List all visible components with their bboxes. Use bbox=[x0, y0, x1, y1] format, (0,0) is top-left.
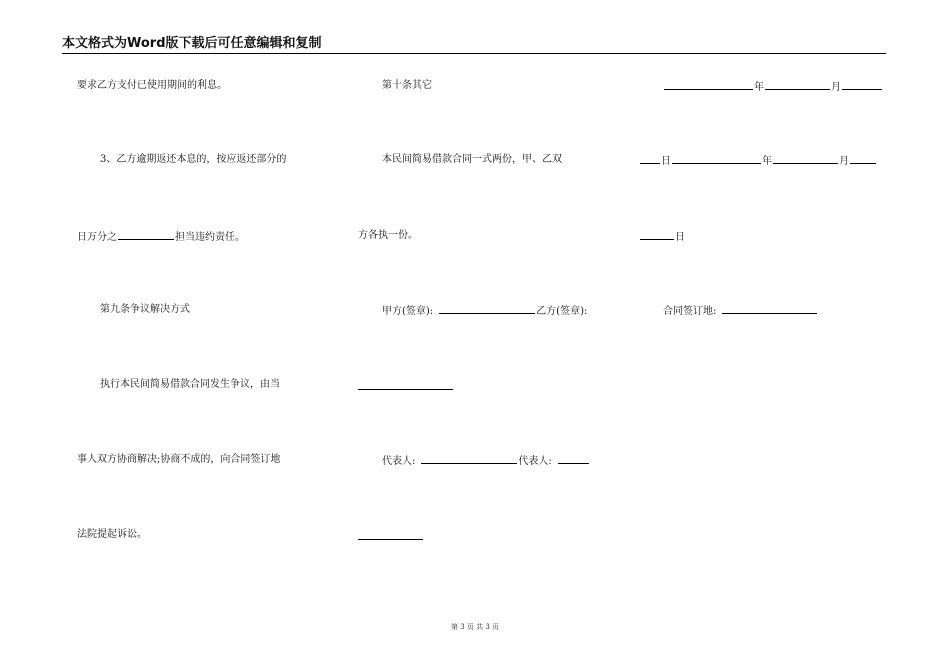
text-court-clause: 法院提起诉讼。 bbox=[77, 529, 147, 540]
penalty-rate-suffix: 担当违约责任。 bbox=[175, 232, 245, 243]
rep-a-blank[interactable] bbox=[421, 454, 517, 464]
date-b-month-blank[interactable] bbox=[773, 154, 838, 164]
party-a-signature-blank[interactable] bbox=[439, 304, 535, 314]
text-interest-payment: 要求乙方支付已使用期间的利息。 bbox=[77, 80, 227, 91]
date-a-day-blank-continued[interactable] bbox=[640, 154, 660, 164]
date-b-year-label: 年 bbox=[762, 156, 772, 167]
header-divider bbox=[62, 53, 886, 54]
rep-a-label: 代表人: bbox=[382, 456, 416, 467]
date-b-month-label: 月 bbox=[839, 156, 849, 167]
date-b-day-label: 日 bbox=[675, 232, 685, 243]
page-number: 第 3 页 共 3 页 bbox=[450, 623, 500, 631]
rep-b-label: 代表人: bbox=[518, 456, 552, 467]
document-header: 本文格式为Word版下载后可任意编辑和复制 bbox=[62, 36, 322, 51]
text-overdue-clause: 3、乙方逾期返还本息的，按应返还部分的 bbox=[100, 154, 287, 165]
date-a-month-blank[interactable] bbox=[765, 80, 830, 90]
penalty-rate-prefix: 日万分之 bbox=[77, 232, 117, 243]
date-b-day-blank-continued[interactable] bbox=[640, 230, 674, 240]
text-negotiation-clause: 事人双方协商解决;协商不成的，向合同签订地 bbox=[77, 454, 281, 465]
sign-place-blank[interactable] bbox=[722, 304, 817, 314]
party-b-signature-blank[interactable] bbox=[358, 389, 453, 390]
penalty-rate-blank[interactable] bbox=[118, 230, 174, 240]
date-line-a bbox=[663, 80, 883, 94]
date-line-c bbox=[639, 230, 685, 244]
text-dispute-clause: 执行本民间简易借款合同发生争议，由当 bbox=[100, 379, 280, 390]
text-copies-clause: 本民间简易借款合同一式两份，甲、乙双 bbox=[382, 154, 562, 165]
date-a-year-label: 年 bbox=[754, 82, 764, 93]
date-line-b bbox=[639, 154, 877, 168]
date-a-month-label: 月 bbox=[831, 82, 841, 93]
date-a-year-blank[interactable] bbox=[664, 80, 753, 90]
party-a-label: 甲方(签章): bbox=[382, 306, 434, 317]
date-a-day-label: 日 bbox=[661, 156, 671, 167]
article-10-heading: 第十条其它 bbox=[382, 80, 432, 91]
sign-place-line bbox=[663, 304, 818, 318]
party-b-label: 乙方(签章): bbox=[536, 306, 588, 317]
signature-line bbox=[382, 304, 587, 318]
date-b-day-blank[interactable] bbox=[850, 154, 876, 164]
date-b-year-blank[interactable] bbox=[672, 154, 761, 164]
text-each-party-holds: 方各执一份。 bbox=[358, 230, 418, 241]
rep-b-blank-continued[interactable] bbox=[358, 539, 423, 540]
rep-b-blank[interactable] bbox=[558, 454, 589, 464]
article-9-heading: 第九条争议解决方式 bbox=[100, 304, 190, 315]
sign-place-label: 合同签订地: bbox=[663, 306, 717, 317]
date-a-day-blank[interactable] bbox=[842, 80, 882, 90]
representative-line bbox=[382, 454, 590, 468]
text-penalty-rate bbox=[77, 230, 245, 244]
